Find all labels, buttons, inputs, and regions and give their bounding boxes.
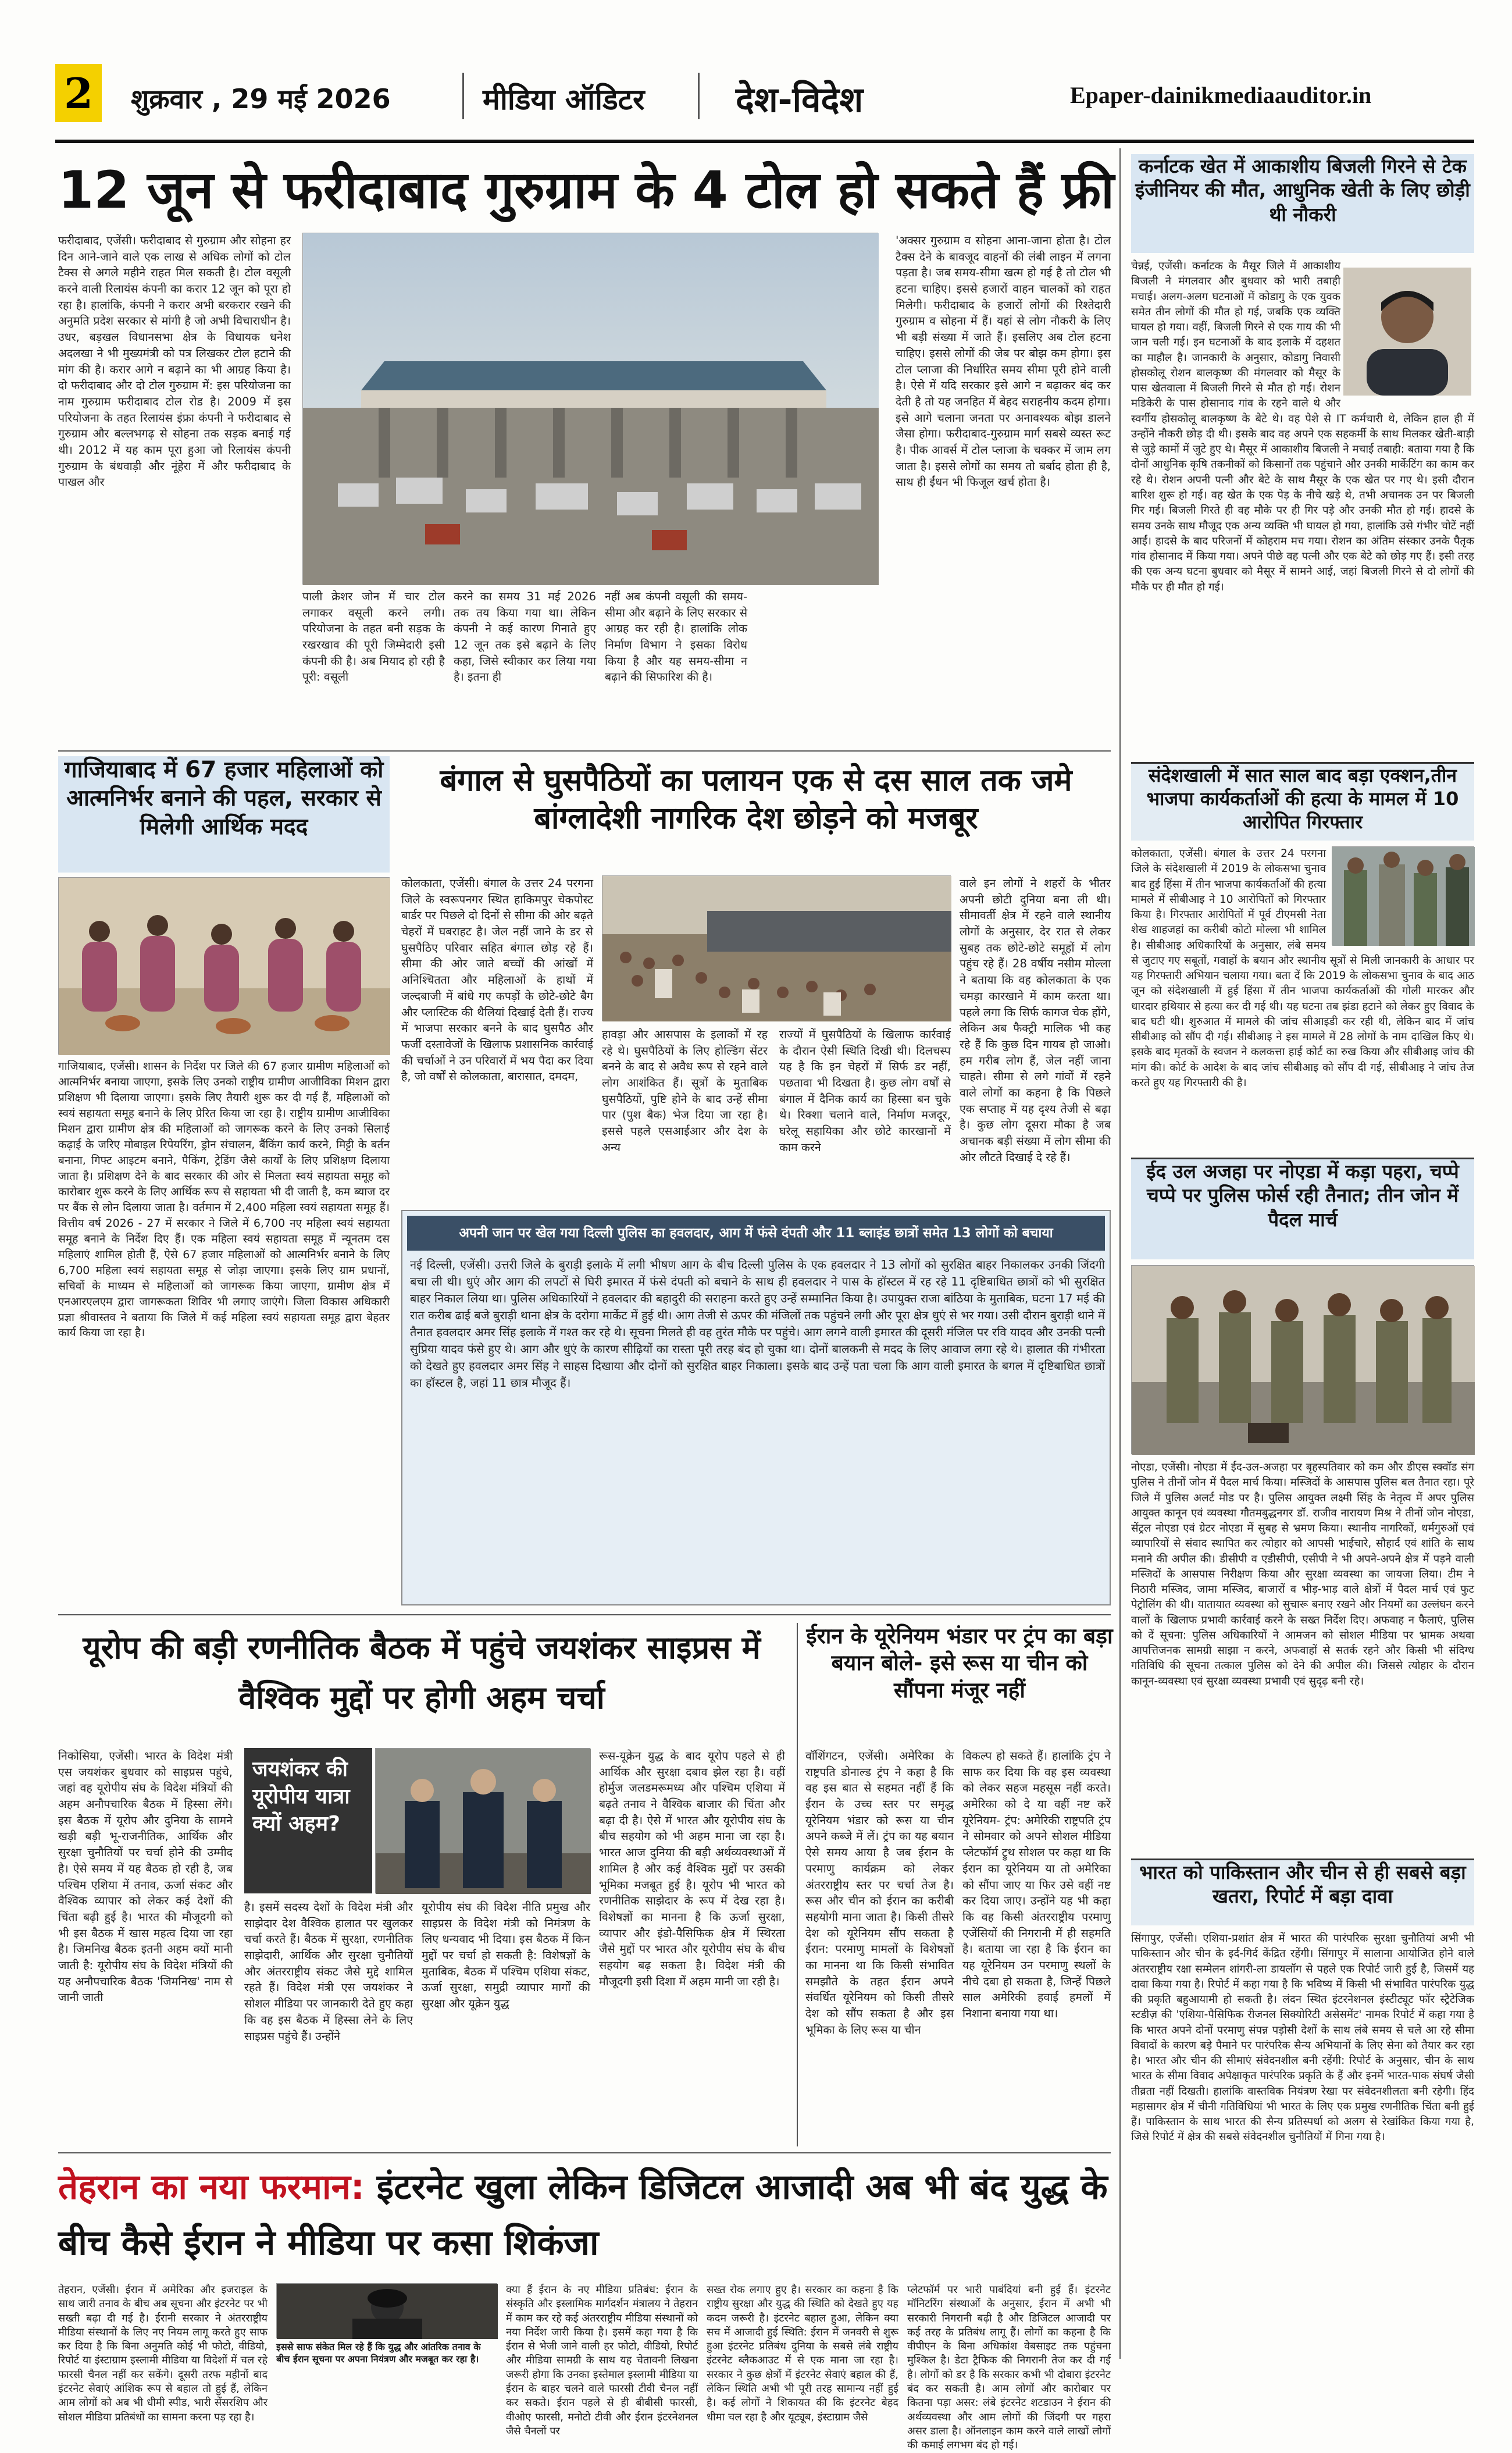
page-number: 2 [55,64,102,122]
section-title: देश-विदेश [736,80,864,120]
a10-col1: वॉशिंगटन, एजेंसी। अमेरिका के राष्ट्रपति डोनाल्ड ट्रंप ने कहा है कि वह इस बात से सहमत नहीं हैं कि ईरान के उच्च स्तर पर समृद्ध यूरेनियम भंडार को रूस या चीन अपने कब्जे में लें। ट्रंप का यह बयान ऐसे समय आया है जब ईरान के परमाणु कार्यक्रम को लेकर अंतरराष्ट्रीय स्तर पर चर्चा तेज है। रूस और चीन को ईरान का करीबी सहयोगी माना जाता है। किसी तीसरे देश को यूरेनियम सौंप सकता है ईरान: परमाणु मामलों के विशेषज्ञों का मानना था कि किसी संभावित समझौते के तहत ईरान अपने संवर्धित यूरेनियम को किसी तीसरे देश को सौंप सकता है और इस भूमिका के लिए रूस या चीन [805,1749,954,2037]
epaper-url: Epaper-dainikmediaauditor.in [1070,82,1372,108]
a11-col3: सख्त रोक लगाए हुए है। सरकार का कहना है कि राष्ट्रीय सुरक्षा और युद्ध की स्थिति को देखते हुए यह कदम जरूरी है। इंटरनेट बहाल हुआ, लेकिन क्या सच में आजादी हुई स्थिति: ईरान में जनवरी से शुरू हुआ इंटरनेट प्रतिबंध दुनिया के सबसे लंबे राष्ट्रीय इंटरनेट ब्लैकआउट में से एक माना जा रहा है। सरकार ने कुछ क्षेत्रों में इंटरनेट सेवाएं बहाल की हैं, लेकिन स्थिति अभी भी पूरी तरह सामान्य नहीं हुई है। कई लोगों ने शिकायत की कि इंटरनेट बेहद धीमा चल रहा है और यूट्यूब, इंस्टाग्राम जैसे [707,2284,898,2423]
a3-col4: वाले इन लोगों ने शहरों के भीतर अपनी छोटी दुनिया बना ली थी। सीमावर्ती क्षेत्र में रहने वाले स्थानीय लोगों के अनुसार, देर रात से लेकर सुबह तक छोटे-छोटे समूहों में लोग पहुंच रहे हैं। 28 वर्षीय नसीम मोल्ला ने बताया कि वह कोलकाता के एक चमड़ा कारखाने में काम करता था। पहले लगा कि सिर्फ कागज चेक होंगे, लेकिन अब फैक्ट्री मालिक भी कह रहे हैं कि कुछ दिन गायब हो जाओ। हम गरीब लोग हैं, जेल नहीं जाना चाहते। सीमा से लगे गांवों में रहने वाले लोगों का कहना है कि पिछले एक सप्ताह में यह दृश्य तेजी से बढ़ा है। कुछ लोग दूसरा मौका है जब अचानक बड़ी संख्या में लोग सीमा की ओर लौटते दिखाई दे रहे हैं। [960,877,1111,1164]
a11-col1: तेहरान, एजेंसी। ईरान में अमेरिका और इजराइल के साथ जारी तनाव के बीच अब सूचना और इंटरनेट पर भी सख्ती बढ़ा दी गई है। ईरानी सरकार ने अंतरराष्ट्रीय मीडिया संस्थानों के लिए नए नियम लागू करते हुए साफ कर दिया है कि बिना अनुमति कोई भी फोटो, वीडियो, रिपोर्ट या इंस्टाग्राम इस्लामी मीडिया या विदेशों में चल रहे फारसी चैनल नहीं कर सकेंगे। दूसरी तरफ महीनों बाद इंटरनेट सेवाएं आंशिक रूप से बहाल तो हुई हैं, लेकिन आम लोगों को अब भी धीमी स्पीड, भारी सेंसरशिप और सोशल मीडिया प्रतिबंधों का सामना करना पड़ रहा है। [58,2284,268,2423]
a7-headline: ईद उल अजहा पर नोएडा में कड़ा पहरा, चप्पे चप्पे पर पुलिस फोर्स रही तैनात; तीन जोन में पैदल मार्च [1131,1158,1474,1259]
issue-date: शुक्रवार , 29 मई 2026 [131,83,391,115]
noida-police-march-photo [1131,1265,1474,1454]
a3-headline: बंगाल से घुसपैठियों का पलायन एक से दस साल तक जमे बांग्लादेशी नागरिक देश छोड़ने को मजबूर [440,763,1072,836]
a11-col2: क्या हैं ईरान के नए मीडिया प्रतिबंध: ईरान के संस्कृति और इस्लामिक मार्गदर्शन मंत्रालय ने तेहरान में काम कर रहे कई अंतरराष्ट्रीय मीडिया संस्थानों को नया निर्देश जारी किया है। इसमें कहा गया है कि ईरान से भेजी जाने वाली हर फोटो, वीडियो, रिपोर्ट और मीडिया सामग्री के साथ यह चेतावनी लिखना जरूरी होगा कि उनका इस्तेमाल इस्लामी मीडिया या ईरान के बाहर चलने वाले फारसी टीवी चैनल नहीं कर सकते। ईरान पहले से ही बीबीसी फारसी, वीओए फारसी, मनोटो टीवी और ईरान इंटरनेशनल जैसे चैनलों पर [506,2284,698,2437]
a5-body [1131,259,1474,771]
a1-col2: पाली क्रेशर जोन में चार टोल लगाकर वसूली करने लगी। परियोजना के तहत बनी सड़क के रखरखाव की पूरी जिम्मेदारी इसी कंपनी की है। अब मियाद हो रही है पूरी: वसूली [302,590,445,684]
a7-body: नोएडा, एजेंसी। नोएडा में ईद-उल-अजहा पर बृहस्पतिवार को कम और डीएस स्क्वॉड संग पुलिस ने तीनों जोन में पैदल मार्च किया। मस्जिदों के आसपास पुलिस बल तैनात रहा। पूरे जिले में पुलिस अलर्ट मोड पर है। पुलिस आयुक्त लक्ष्मी सिंह के नेतृत्व में अपर पुलिस आयुक्त कानून एवं व्यवस्था गौतमबुद्धनगर डॉ. राजीव नारायण मिश्र ने तीनों जोन नोएडा, सेंट्रल नोएडा एवं ग्रेटर नोएडा में सुबह से भ्रमण किया। स्थानीय नागरिकों, धर्मगुरुओं एवं व्यापारियों से संवाद स्थापित कर त्योहार को आपसी भाईचारे, सौहार्द एवं शांति के साथ मनाने की अपील की। डीसीपी व एडीसीपी, एसीपी ने भी अपने-अपने क्षेत्र में पड़ने वाली मस्जिदों के आसपास निरीक्षण किया और सुरक्षा व्यवस्था का जायजा लिया। टीम ने निठारी मस्जिद, जामा मस्जिद, बाजारों व भीड़-भाड़ वाले क्षेत्रों में पैदल मार्च एवं फुट पेट्रोलिंग की थी। यातायात व्यवस्था को सुचारू बनाए रखने और नियमों का उल्लंघन करने वालों के खिलाफ प्रभावी कार्रवाई करने के सख्त निर्देश दिए। अफवाह न फैलाएं, पुलिस को दें सूचना: पुलिस अधिकारियों ने आमजन को सोशल मीडिया पर भ्रामक अथवा आपत्तिजनक सामग्री साझा न करने, अफवाहों से सतर्क रहने और किसी भी संदिग्ध गतिविधि की सूचना तत्काल पुलिस को देने की अपील की। जिससे त्योहार के दौरान कानून-व्यवस्था एवं सुरक्षा व्यवस्था प्रभावी एवं सुदृढ़ बनी रहे। [1131,1461,1474,1687]
a5-text: चेन्नई, एजेंसी। कर्नाटक के मैसूर जिले में आकाशीय बिजली ने मंगलवार और बुधवार को भारी तबाही मचाई। अलग-अलग घटनाओं में कोडागु के एक युवक समेत तीन लोगों की मौत हो गई, जबकि एक व्यक्ति घायल हो गया। वहीं, बिजली गिरने से एक गाय की भी जान चली गई। इन घटनाओं के बाद इलाके में दहशत का माहौल है। जानकारी के अनुसार, कोडागु निवासी होसकोलू रोशन बालकृष्ण की मंगलवार को मैसूर के पास खेतवाला में बिजली गिरने से मौत हो गई। रोशन मडिकेरी के पास होसानाद गांव के रहने वाले थे और स्वर्गीय होसकोलू बालकृष्ण के बेटे थे। वह पेशे से IT कर्मचारी थे, लेकिन हाल ही में उन्होंने नौकरी छोड़ दी थी। इसके बाद वह अपने एक सहकर्मी के साथ मिलकर खेती-बाड़ी से जुड़े कामों में जुटे हुए थे। मैसूर में आकाशीय बिजली ने मचाई तबाही: बताया गया है कि दोनों आधुनिक कृषि तकनीकों को किसानों तक पहुंचाने और उनकी मार्केटिंग का काम कर रहे थे। रोशन अपनी पत्नी और बेटे के साथ मैसूर के एक खेत पर गए थे। इसी दौरान बारिश शुरू हो गई। वह खेत के एक पेड़ के नीचे खड़े थे, तभी अचानक उन पर बिजली गिर गई। बिजली गिरते ही वह मौके पर ही गिर पड़े और उनकी मौत हो गई। हादसे के समय उनके साथ मौजूद एक अन्य व्यक्ति भी घायल हो गया, हालांकि उसे गंभीर चोटें नहीं आईं। हादसे के बाद परिजनों में कोहराम मच गया। रोशन का अंतिम संस्कार उनके पैतृक गांव होसानाद में किया गया। अपने पीछे वह पत्नी और एक बेटे को छोड़ गए हैं। इसी तरह की एक अन्य घटना बुधवार को मैसूर में सामने आई, जहां बिजली गिरने से दो लोगों की मौके पर ही मौत हो गई। [1131,260,1474,593]
a1-col4: नहीं अब कंपनी वसूली की समय-सीमा और बढ़ाने के लिए सरकार से आग्रह कर रही है। हालांकि लोक निर्माण विभाग ने इसका विरोध किया है और यह समय-सीमा न बढ़ाने की सिफारिश की है। [605,590,747,684]
a11-headline-block [58,2159,1111,2278]
a3-col3: राज्यों में घुसपैठियों के खिलाफ कार्रवाई के दौरान ऐसी स्थिति दिखी थी। दिलचस्प यह है कि इन चेहरों में सिर्फ डर नहीं, पछतावा भी दिखता है। कुछ लोग वर्षों से बंगाल में दैनिक कार्य का हिस्सा बन चुके थे। रिक्शा चलाने वाले, निर्माण मजदूर, घरेलू सहायिका और छोटे कारखानों में काम करने [779,1028,951,1154]
column-divider [797,1623,798,2146]
a9-col3: यूरोपीय संघ की विदेश नीति प्रमुख और साइप्रस के विदेश मंत्री को निमंत्रण के लिए धन्यवाद भी दिया। इस बैठक में किन मुद्दों पर चर्चा हो सकती है: विशेषज्ञों के मुताबिक, बैठक में पश्चिम एशिया संकट, ऊर्जा सुरक्षा, समुद्री व्यापार मार्गों की सुरक्षा और यूक्रेन युद्ध [422,1900,590,2011]
section-rule [58,1614,1111,1615]
a11-headline: इंटरनेट खुला लेकिन डिजिटल आजादी अब भी बंद युद्ध के बीच कैसे ईरान ने मीडिया पर कसा शिकंजा [58,2167,1108,2263]
iran-cleric-photo [276,2283,497,2338]
section-rule [58,2152,1111,2153]
a2-body: गाजियाबाद, एजेंसी। शासन के निर्देश पर जिले की 67 हजार ग्रामीण महिलाओं को आत्मनिर्भर बनाया जाएगा, इसके लिए उनको राष्ट्रीय ग्रामीण आजीविका मिशन द्वारा प्रशिक्षण भी दिलाया जाएगा। इसके लिए तैयारी शुरू कर दी गई हैं, महिलाओं को स्वयं सहायता समूह बनाने के लिए प्रेरित किया जा रहा है। राष्ट्रीय ग्रामीण आजीविका मिशन द्वारा ग्रामीण क्षेत्र की महिलाओं को जागरूक करने के लिए उनको सिलाई कढ़ाई के जरिए मोबाइल रिपेयरिंग, ड्रोन संचालन, बैंकिंग कार्य करने, मिट्टी के बर्तन बनाना, गिफ्ट आइटम बनाने, पैकिंग, ट्रेडिंग जैसे कार्यों के लिए प्रशिक्षण दिलाया जाता है। प्रशिक्षण देने के बाद सरकार की ओर से मिलता स्वयं सहायता समूह को कारोबार शुरू करने के लिए आर्थिक रूप से सहायता भी दी जाती है, कम ब्याज दर पर बैंक से लोन दिलाया जाता है। वर्तमान में 2,400 महिला स्वयं सहायता समूह हैं। वित्तीय वर्ष 2026 - 27 में सरकार ने जिले में 6,700 नए महिला स्वयं सहायता समूह बनाने के निर्देश दिए हैं। एक महिला स्वयं सहायता समूह में न्यूनतम दस महिलाएं शामिल होती हैं, ऐसे 67 हजार महिलाओं को आत्मनिर्भर बनाने के लिए 6,700 महिला स्वयं सहायता समूह से जोड़ा जाएगा। इसके लिए ग्राम प्रधानों, सचिवों के माध्यम से महिलाओं को जागरूक किया जाएगा, ग्रामीण क्षेत्र में एनआरएलएम द्वारा जागरूकता शिविर भी लगाए जाएंगे। जिला विकास अधिकारी प्रज्ञा श्रीवास्तव ने बताया कि जिले में कई महिला स्वयं सहायता समूह द्वारा बेहतर कार्य किया जा रहा है। [58,1060,390,1340]
a6-headline: संदेशखाली में सात साल बाद बड़ा एक्शन,तीन भाजपा कार्यकर्ताओं की हत्या के मामल में 10 आरोपित गिरफ्तार [1131,762,1474,841]
a1-headline: 12 जून से फरीदाबाद गुरुग्राम के 4 टोल हो सकते हैं फ्री [58,160,1114,220]
masthead-rule [55,140,1474,143]
a10-headline: ईरान के यूरेनियम भंडार पर ट्रंप का बड़ा बयान बोले- इसे रूस या चीन को सौंपना मंजूर नहीं [806,1624,1113,1703]
a9-col1: निकोसिया, एजेंसी। भारत के विदेश मंत्री एस जयशंकर बुधवार को साइप्रस पहुंचे, जहां वह यूरोपीय संघ के विदेश मंत्रियों की अहम अनौपचारिक बैठक में हिस्सा लेंगे। इस बैठक में यूरोप और दुनिया के सामने खड़ी बड़ी भू-राजनीतिक, आर्थिक और सुरक्षा चुनौतियों पर चर्चा होने की उम्मीद है। ऐसे समय में यह बैठक हो रही है, जब पश्चिम एशिया में तनाव, ऊर्जा संकट और वैश्विक व्यापार को लेकर कई देशों की चिंता बढ़ी हुई है। भारत की मौजूदगी को भी इस बैठक में खास महत्व दिया जा रहा है। जिमनिख बैठक इतनी अहम क्यों मानी जाती है: यूरोपीय संघ के विदेश मंत्रियों की यह अनौपचारिक बैठक 'जिमनिख' नाम से जानी जाती [58,1749,233,2005]
a8-headline: भारत को पाकिस्तान और चीन से ही सबसे बड़ा खतरा, रिपोर्ट में बड़ा दावा [1131,1859,1474,1925]
toll-plaza-photo [302,233,878,585]
a4-body: नई दिल्ली, एजेंसी। उत्तरी जिले के बुराड़ी इलाके में लगी भीषण आग के बीच दिल्ली पुलिस के एक हवलदार ने 13 लोगों को सुरक्षित बाहर निकालकर उनकी जिंदगी बचा ली थी। धुएं और आग की लपटों से घिरी इमारत में फंसे दंपती को बचाने के साथ ही हवलदार ने पास के हॉस्टल में रह रहे 11 दृष्टिबाधित छात्रों को भी सुरक्षित बाहर निकाल लिया था। पुलिस अधिकारियों ने हवलदार की बहादुरी की सराहना करते हुए उन्हें सम्मानित किया है। उपायुक्त राजा बांठिया के मुताबिक, घटना 17 मई की रात करीब ढाई बजे बुराड़ी थाना क्षेत्र के दरोगा मार्केट में हुई थी। आग तेजी से ऊपर की मंजिलों तक पहुंचने लगी और पूरा क्षेत्र धुएं से भर गया। उसी दौरान बुराड़ी थाने में तैनात हवलदार अमर सिंह इलाके में गश्त कर रहे थे। सूचना मिलते ही वह तुरंत मौके पर पहुंचे। आग लगने वाली इमारत की दूसरी मंजिल पर रवि यादव और उनकी पत्नी सुप्रिया यादव फंसे हुए थे। आग और धुएं के कारण सीढ़ियों का रास्ता पूरी तरह बंद हो चुका था। दोनों बालकनी से मदद के लिए आवाज लगा रहे थे। हालात की गंभीरता को देखते हुए हवलदार अमर सिंह ने साहस दिखाया और दोनों को सुरक्षित बाहर निकाला। इसके बाद उन्हें पता चला कि आग वाली इमारत के बगल में दृष्टिबाधित छात्रों का हॉस्टल है, जहां 11 छात्र मौजूद हैं। [410,1258,1105,1390]
a11-headline-red: तेहरान का नया फरमान: [58,2167,365,2208]
border-crowd-photo [602,875,951,1021]
a10-col2: विकल्प हो सकते हैं। हालांकि ट्रंप ने साफ कर दिया कि वह इस व्यवस्था को लेकर सहज महसूस नहीं करते। अमेरिका को दे या वहीं नष्ट करें यूरेनियम- ट्रंप: अमेरिकी राष्ट्रपति ट्रंप ने सोमवार को अपने सोशल मीडिया प्लेटफॉर्म ट्रुथ सोशल पर कहा था कि ईरान का यूरेनियम या तो अमेरिका को सौंपा जाए या फिर उसे वहीं नष्ट कर दिया जाए। उन्होंने यह भी कहा कि वह किसी अंतरराष्ट्रीय परमाणु एजेंसियों की निगरानी में ही सहमति है। बताया जा रहा है कि ईरान का यह यूरेनियम उन परमाणु स्थलों के नीचे दबा हो सकता है, जिन्हें पिछले साल अमेरिकी हवाई हमलों में निशाना बनाया गया था। [962,1749,1111,2020]
a1-col1: फरीदाबाद, एजेंसी। फरीदाबाद से गुरुग्राम और सोहना हर दिन आने-जाने वाले एक लाख से अधिक लोगों को टोल टैक्स से अगले महीने राहत मिल सकती है। टोल वसूली करने वाली रिलायंस कंपनी का करार 12 जून को पूरा हो रहा है। हालांकि, कंपनी ने करार अभी बरकरार रखने की अनुमति प्रदेश सरकार से मांगी है जो अभी विचाराधीन है। उधर, बड़खल विधानसभा क्षेत्र के विधायक धनेश अदलखा ने भी मुख्यमंत्री को पत्र लिखकर टोल हटाने की मांग की है। करार आगे न बढ़ाने का भी आग्रह किया है। दो फरीदाबाद और दो टोल गुरुग्राम में: इस परियोजना का नाम गुरुग्राम फरीदाबाद टोल रोड है। 2009 में इस परियोजना के तहत रिलायंस इंफ्रा कंपनी ने फरीदाबाद से गुरुग्राम और बल्लभगढ़ से सोहना तक सड़क बनाई गई थी। 2012 में यह काम पूरा हुआ जो रिलायंस कंपनी गुरुग्राम के बंधवाड़ी और नूंहेरा में और फरीदाबाद के पाखल और [58,234,291,489]
a11-col4: प्लेटफॉर्म पर भारी पाबंदियां बनी हुई हैं। इंटरनेट मॉनिटरिंग संस्थाओं के अनुसार, ईरान में अभी भी सरकारी निगरानी बढ़ी है और डिजिटल आजादी पर कई तरह के प्रतिबंध लागू हैं। लोगों का कहना है कि वीपीएन के बिना अधिकांश वेबसाइट तक पहुंचना मुश्किल है। डेटा ट्रैफिक की निगरानी तेज कर दी गई है। लोगों को डर है कि सरकार कभी भी दोबारा इंटरनेट बंद कर सकती है। आम लोगों और कारोबार पर कितना पड़ा असर: लंबे इंटरनेट शटडाउन ने ईरान की अर्थव्यवस्था और आम लोगों की जिंदगी पर गहरा असर डाला है। ऑनलाइन काम करने वाले लाखों लोगों की कमाई लगभग बंद हो गई। [907,2284,1111,2452]
a5-headline: कर्नाटक खेत में आकाशीय बिजली गिरने से टेक इंजीनियर की मौत, आधुनिक खेती के लिए छोड़ी थी नौकरी [1131,154,1474,253]
masthead-divider [698,73,700,119]
a11-caption: इससे साफ संकेत मिल रहे हैं कि युद्ध और आंतरिक तनाव के बीच ईरान सूचना पर अपना नियंत्रण और मजबूत कर रहा है। [276,2341,481,2365]
a6-body [1131,846,1474,1149]
a9-col4: रूस-यूक्रेन युद्ध के बाद यूरोप पहले से ही आर्थिक और सुरक्षा दबाव झेल रहा है। वहीं होर्मुज जलडमरूमध्य और पश्चिम एशिया में बढ़ते तनाव ने वैश्विक बाजार की चिंता और बढ़ा दी है। ऐसे में भारत और यूरोपीय संघ के बीच सहयोग को भी अहम माना जा रहा है। भारत आज दुनिया की बड़ी अर्थव्यवस्थाओं में शामिल है और कई वैश्विक मुद्दों पर उसकी भूमिका मजबूत हुई है। यूरोप भी भारत को रणनीतिक साझेदार के रूप में देख रहा है। विशेषज्ञों का मानना है कि ऊर्जा सुरक्षा, व्यापार और इंडो-पैसिफिक क्षेत्र में स्थिरता जैसे मुद्दों पर भारत और यूरोपीय संघ के बीच सहयोग बढ़ सकता है। विदेश मंत्री की मौजूदगी इसी दिशा में अहम मानी जा रही है। [599,1749,785,1988]
a1-col5: 'अक्सर गुरुग्राम व सोहना आना-जाना होता है। टोल टैक्स देने के बावजूद वाहनों की लंबी लाइन में लगना पड़ता है। जब समय-सीमा खत्म हो गई है तो टोल भी हटना चाहिए। इससे हजारों वाहन चालकों को राहत मिलेगी। फरीदाबाद के हजारों लोगों की रिश्तेदारी गुरुग्राम व सोहना में हैं। यहां से लोग नौकरी के लिए भी बड़ी संख्या में जाते हैं। इसलिए अब टोल हटना चाहिए। इससे लोगों की जेब पर बोझ कम होगा। इस टोल प्लाजा की निर्धारित समय सीमा पूरी होने वाली है। ऐसे में यदि सरकार इसे आगे न बढ़ाकर बंद कर देती है तो यह जनहित में बेहद सराहनीय कदम होगा। इसे आगे चलाना जनता पर अनावश्यक बोझ डालने जैसा होगा। फरीदाबाद-गुरुग्राम मार्ग सबसे व्यस्त रूट है। पीक आवर्स में टोल प्लाजा के चक्कर में जाम लग जाता है। इससे लोगों का समय तो बर्बाद होता ही है, साथ ही ईंधन भी फिजूल खर्च होता है। [896,234,1111,489]
a9-headline: यूरोप की बड़ी रणनीतिक बैठक में पहुंचे जयशंकर साइप्रस में वैश्विक मुद्दों पर होगी अहम चर्चा [83,1629,761,1717]
jaishankar-photo [375,1748,590,1893]
masthead-divider [462,73,464,119]
a1-col3: करने का समय 31 मई 2026 तक तय किया गया था। लेकिन कंपनी ने कई कारण गिनाते हुए 12 जून तक इसे बढ़ाने के लिए कहा, जिसे स्वीकार कर लिया गया है। इतना ही [454,590,596,684]
a9-col2: है। इसमें सदस्य देशों के विदेश मंत्री और साझेदार देश वैश्विक हालात पर खुलकर चर्चा करते हैं। बैठक में सुरक्षा, रणनीतिक साझेदारी, आर्थिक और सुरक्षा चुनौतियों और अंतरराष्ट्रीय संकट जैसे मुद्दे शामिल रहते हैं। विदेश मंत्री एस जयशंकर ने सोशल मीडिया पर जानकारी देते हुए कहा कि वह इस बैठक में हिस्सा लेने के लिए साइप्रस पहुंचे हैं। उन्होंने [244,1900,413,2043]
a3-col1: कोलकाता, एजेंसी। बंगाल के उत्तर 24 परगना जिले के स्वरूपनगर स्थित हाकिमपुर चेकपोस्ट बार्डर पर पिछले दो दिनों से सीमा की ओर बढ़ते चेहरों में घबराहट है। जेल नहीं जाने के डर से घुसपैठिए परिवार सहित बंगाल छोड़ रहे हैं। सीमा की ओर जाते बच्चों की आंखों में अनिश्चितता और महिलाओं के हाथों में जल्दबाजी में बांधे गए कपड़ों के छोटे-छोटे बैग और प्लास्टिक की थैलियां दिखाई देती हैं। राज्य में भाजपा सरकार बनने के बाद घुसपैठ और फर्जी दस्तावेजों के खिलाफ प्रशासनिक कार्रवाई की चर्चाओं ने उन परिवारों में भय पैदा कर दिया है, जो वर्षों से कोलकाता, बारासात, दमदम, [401,877,593,1084]
section-rule [58,750,1111,752]
a6-text: कोलकाता, एजेंसी। बंगाल के उत्तर 24 परगना जिले के संदेशखाली में 2019 के लोकसभा चुनाव बाद हुई हिंसा में तीन भाजपा कार्यकर्ताओं की हत्या मामले में सीबीआइ ने 10 आरोपितों को गिरफ्तार किया है। गिरफ्तार आरोपितों में पूर्व टीएमसी नेता शेख शाहजहां का करीबी कोटो मोल्ला भी शामिल है। सीबीआइ अधिकारियों के अनुसार, लंबे समय से जुटाए गए सबूतों, गवाहों के बयान और स्थानीय सूत्रों से मिली जानकारी के आधार पर यह गिरफ्तारी अभियान चलाया गया। बता दें कि 2019 के लोकसभा चुनाव के बाद आठ जून को संदेशखाली में हुई हिंसा में तीन भाजपा कार्यकर्ताओं की गोली मारकर और धारदार हथियार से हत्या कर दी गई थी। यह घटना तब झंडा हटाने को लेकर हुए विवाद के बाद घटी थी। शुरुआत में मामले की जांच सीआइडी कर रही थी, लेकिन बाद में जांच सीबीआइ को सौंप दी गई। सीबीआइ ने इस मामले में 28 लोगों के नाम दाखिल किए थे। इसके बाद मृतकों के स्वजन ने कलकत्ता हाई कोर्ट का रुख किया और सीबीआइ जांच की मांग की। कोर्ट के आदेश के बाद जांच सीबीआइ को सौंप दी गई, सीबीआइ ने जांच तेज करते हुए यह गिरफ्तारी की है। [1131,848,1474,1089]
paper-name: मीडिया ऑडिटर [483,83,645,116]
a8-body: सिंगापुर, एजेंसी। एशिया-प्रशांत क्षेत्र में भारत की पारंपरिक सुरक्षा चुनौतियां अभी भी पाकिस्तान और चीन के इर्द-गिर्द केंद्रित रहेंगी। सिंगापुर में सालाना आयोजित होने वाले अंतरराष्ट्रीय रक्षा सम्मेलन शांगरी-ला डायलॉग से पहले एक रिपोर्ट जारी हुई है, जिसमें यह दावा किया गया है। रिपोर्ट में कहा गया है कि भविष्य में किसी भी संभावित पारंपरिक युद्ध की प्रकृति बहुआयामी हो सकती है। लंदन स्थित इंटरनेशनल इंस्टीट्यूट फॉर स्ट्रैटेजिक स्टडीज़ की 'एशिया-पैसिफिक रीजनल सिक्योरिटी असेसमेंट' नामक रिपोर्ट में कहा गया है कि भारत अपने दोनों परमाणु संपन्न पड़ोसी देशों के साथ लंबे समय से चले आ रहे सीमा विवादों के कारण बड़े पैमाने पर पारंपरिक सैन्य अभियानों के लिए सेना को तैयार कर रहा है। भारत और चीन की सीमाएं संवेदनशील बनी रहेंगी: रिपोर्ट के अनुसार, चीन के साथ भारत के सीमा विवाद अपेक्षाकृत पारंपरिक प्रकृति के हैं और इनमें भारत-पाक संघर्ष जैसी तीव्रता नहीं दिखती। हालांकि वास्तविक नियंत्रण रेखा पर संवेदनशीलता बनी रहेगी। हिंद महासागर क्षेत्र में चीनी गतिविधियां भी भारत के लिए एक प्रमुख रणनीतिक चिंता बनी हुई हैं। पाकिस्तान के साथ भारत की सैन्य प्रतिस्पर्धा को अलग से रेखांकित किया गया है, जिसे रिपोर्ट में क्षेत्र की सबसे संवेदनशील चुनौतियों में गिना गया है। [1131,1932,1474,2144]
women-training-photo [58,877,390,1055]
a9-graphic: जयशंकर की यूरोपीय यात्रा क्यों अहम? [244,1748,372,1893]
a3-col2: हावड़ा और आसपास के इलाकों में रह रहे थे। घुसपैठियों के लिए होल्डिंग सेंटर बनने के बाद से अवैध रूप से रहने वाले लोग आशंकित हैं। सूत्रों के मुताबिक घुसपैठियों, पुष्टि होने के बाद उन्हें सीमा पार (पुश बैक) भेज दिया जा रहा है। इससे पहले एसआईआर और देश के अन्य [602,1028,768,1154]
a4-headline: अपनी जान पर खेल गया दिल्ली पुलिस का हवलदार, आग में फंसे दंपती और 11 ब्लाइंड छात्रों समेत 13 लोगों को बचाया [407,1216,1105,1251]
column-divider [1119,148,1121,2359]
a2-headline: गाजियाबाद में 67 हजार महिलाओं को आत्मनिर्भर बनाने की पहल, सरकार से मिलेगी आर्थिक मदद [58,756,390,873]
